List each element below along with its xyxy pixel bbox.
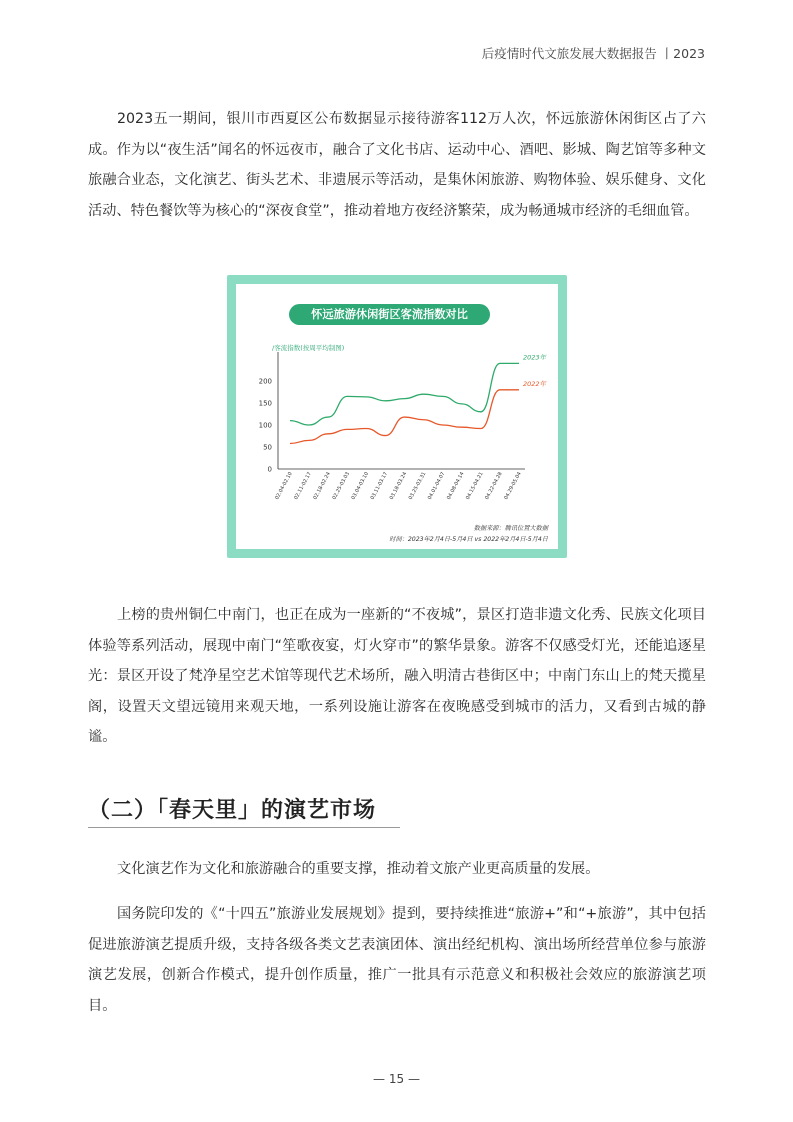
chart-panel — [236, 284, 558, 549]
paragraph-performing-arts: 文化演艺作为文化和旅游融合的重要支撑，推动着文旅产业更高质量的发展。 — [117, 861, 600, 877]
chart-period: 时间：2023年2月4日-5月4日 vs 2022年2月4日-5月4日 — [389, 536, 548, 543]
paragraph-state-council-plan: 国务院印发的《“十四五”旅游业发展规划》提到，要持续推进“旅游+”和“+旅游”，其中包括促进旅游演艺提质升级，支持各级各类文艺表演团体、演出经纪机构、演出场所经营单位参与旅游演艺发展，创新合作模式，提升创作质量，推广一批具有示范意义和积极社会效应的旅游演艺项目。 — [88, 906, 706, 1014]
running-header: 后疫情时代文旅发展大数据报告 丨2023 — [481, 46, 705, 61]
series-line-0 — [290, 363, 519, 425]
y-tick-label: 200 — [258, 377, 272, 386]
series-label-0: 2023年 — [523, 353, 547, 362]
x-tick-label: 03.25-03.31 — [407, 471, 428, 501]
x-tick-label: 04.08-04.14 — [445, 471, 466, 501]
series-label-1: 2022年 — [523, 379, 547, 388]
chart-frame — [227, 275, 567, 558]
y-tick-label: 50 — [263, 443, 272, 452]
x-tick-label: 02.04-02.10 — [274, 471, 294, 501]
y-axis-label: /客流指数(按周平均制图) — [272, 344, 345, 352]
chart-title: 怀远旅游休闲街区客流指数对比 — [289, 304, 490, 325]
x-tick-label: 04.15-04.21 — [465, 471, 485, 501]
section-title: （二）「春天里」的演艺市场 — [88, 798, 377, 823]
x-tick-label: 04.01-04.07 — [426, 471, 447, 501]
x-tick-label: 02.18-02.24 — [312, 471, 332, 501]
x-tick-label: 03.04-03.10 — [350, 471, 371, 501]
y-tick-label: 150 — [258, 399, 272, 408]
x-tick-label: 02.25-03.03 — [331, 471, 352, 501]
x-tick-label: 02.11-02.17 — [293, 471, 313, 501]
line-chart — [236, 284, 558, 549]
section-underline — [88, 827, 400, 828]
y-tick-label: 100 — [258, 421, 272, 430]
y-tick-label: 0 — [267, 465, 272, 474]
chart-source: 数据来源：腾讯位置大数据 — [473, 525, 548, 532]
x-tick-label: 03.18-03.24 — [388, 471, 409, 501]
paragraph-tongren: 上榜的贵州铜仁中南门，也正在成为一座新的“不夜城”，景区打造非遗文化秀、民族文化项目体验等系列活动，展现中南门“笙歌夜宴，灯火穿市”的繁华景象。游客不仅感受灯光，还能追逐星光：景区开设了梵净星空艺术馆等现代艺术场所，融入明清古巷街区中；中南门东山上的梵天揽星阁，设置天文望远镜用来观天地，一系列设施让游客在夜晚感受到城市的活力，又看到古城的静谧。 — [88, 607, 706, 745]
paragraph-yinchuan: 2023五一期间，银川市西夏区公布数据显示接待游客112万人次，怀远旅游休闲街区占了六成。作为以“夜生活”闻名的怀远夜市，融合了文化书店、运动中心、酒吧、影城、陶艺馆等多种文旅融合业态，文化演艺、街头艺术、非遗展示等活动，是集休闲旅游、购物体验、娱乐健身、文化活动、特色餐饮等为核心的“深夜食堂”，推动着地方夜经济繁荣，成为畅通城市经济的毛细血管。 — [88, 111, 706, 219]
x-tick-label: 04.22-04.28 — [484, 471, 504, 501]
x-tick-label: 03.11-03.17 — [369, 471, 390, 501]
series-line-1 — [290, 390, 519, 444]
page-number: — 15 — — [373, 1072, 420, 1086]
x-tick-label: 04.29-05.04 — [503, 471, 523, 501]
